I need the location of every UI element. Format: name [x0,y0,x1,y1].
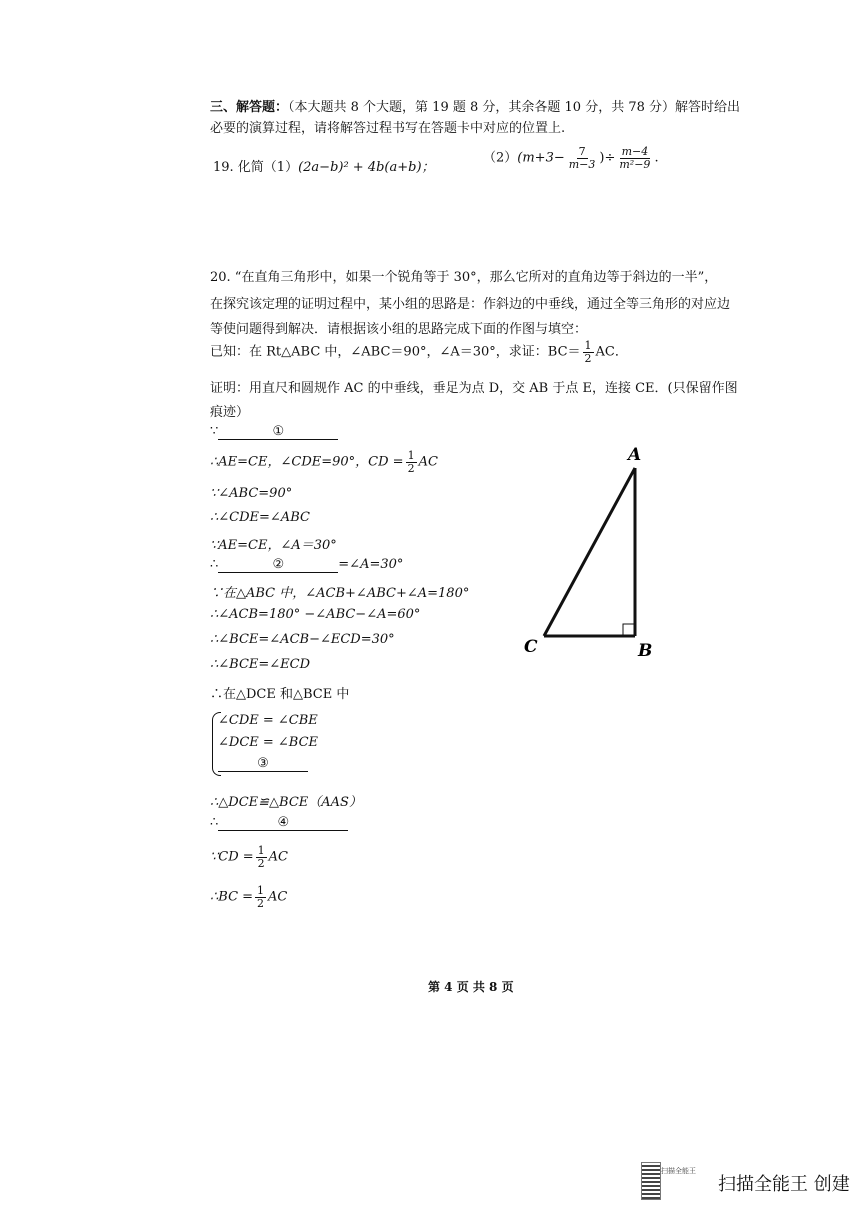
section-intro-line2: 必要的演算过程，请将解答过程书写在答题卡中对应的位置上. [210,121,566,136]
question-20-line2: 在探究该定理的证明过程中，某小组的思路是：作斜边的中垂线，通过全等三角形的对应边 [210,297,731,312]
step-7: ∵在△ABC 中，∠ACB+∠ABC+∠A=180° [210,586,470,601]
right-angle-mark [623,624,635,636]
question-20-line1: 20. “在直角三角形中，如果一个锐角等于 30°，那么它所对的直角边等于斜边的一半”， [210,270,718,285]
answer-blank-2[interactable]: ② [218,557,338,573]
step-8: ∴∠ACB=180° −∠ABC−∠A=60° [210,607,421,622]
section-heading: 三、解答题： [210,100,289,115]
answer-blank-1[interactable]: ① [218,424,338,440]
vertex-label-a: A [628,445,642,465]
given-statement: 已知：在 Rt△ABC 中，∠ABC＝90°，∠A＝30°，求证：BC＝ $\frac{1}{2}$ AC． [210,339,628,365]
step-5: ∵AE=CE，∠A＝30° [210,538,337,553]
triangle-figure [510,440,670,670]
step-3: ∵∠ABC=90° [210,486,293,501]
question-19-part1: 19. 化简（1）(2a−b)² + 4b(a+b)； [213,160,435,175]
step-9: ∴∠BCE=∠ACB−∠ECD=30° [210,632,395,647]
side-ac [544,468,635,636]
proof-intro-line1: 证明：用直尺和圆规作 AC 的中垂线，垂足为点 D，交 AB 于点 E，连接 CE．(只保留作图 [210,381,738,396]
step-6: ∴ ② =∠A=30° [210,557,404,572]
step-12: ∴△DCE≌△BCE（AAS） [210,795,362,810]
brace-line-1: ∠CDE = ∠CBE [218,713,318,728]
answer-blank-3[interactable]: ③ [218,756,308,772]
fraction-half: $\frac{1}{2}$ [584,339,592,365]
vertex-label-b: B [638,641,653,661]
brace-line-3 [218,756,308,772]
scanner-logo-text: 扫描全能王 [661,1167,696,1175]
proof-intro-line2: 痕迹） [210,405,250,420]
section-intro-line1: 三、解答题：（本大题共 8 个大题，第 19 题 8 分，其余各题 10 分，共 78 分）解答时给出 [210,100,741,115]
fraction: $\frac{m-4}{\text{m²−9}}$ [619,145,651,171]
step-14: ∵CD = $\frac{1}{2}$ AC [210,844,289,870]
step-10: ∴∠BCE=∠ECD [210,657,311,672]
qr-code-icon [641,1162,661,1200]
fraction: $\frac{7}{m-3}$ [568,145,596,171]
page-number: 第 4 页 共 8 页 [428,980,514,994]
step-4: ∴∠CDE=∠ABC [210,510,310,525]
fraction-half: $\frac{1}{2}$ [407,449,415,475]
question-19-part2: （2）(m+3− $\frac{7}{m-3}$ )÷ $\frac{m-4}{\text{m²−9}}$ . [483,145,659,171]
step-15: ∴BC = $\frac{1}{2}$ AC [210,884,288,910]
answer-blank-4[interactable]: ④ [218,815,348,831]
step-1: ∵ ① [210,424,338,440]
step-13: ∴ ④ [210,815,348,831]
brace-line-2: ∠DCE = ∠BCE [218,735,319,750]
step-2: ∴AE=CE，∠CDE=90°，CD = $\frac{1}{2}$ AC [210,449,438,475]
step-11: ∴在△DCE 和△BCE 中 [210,687,350,702]
question-20-line3: 等使问题得到解决．请根据该小组的思路完成下面的作图与填空： [210,322,588,337]
fraction-half: $\frac{1}{2}$ [257,884,265,910]
vertex-label-c: C [524,637,538,657]
fraction-half: $\frac{1}{2}$ [257,844,265,870]
scanner-watermark: 扫描全能王 创建 [718,1174,850,1195]
